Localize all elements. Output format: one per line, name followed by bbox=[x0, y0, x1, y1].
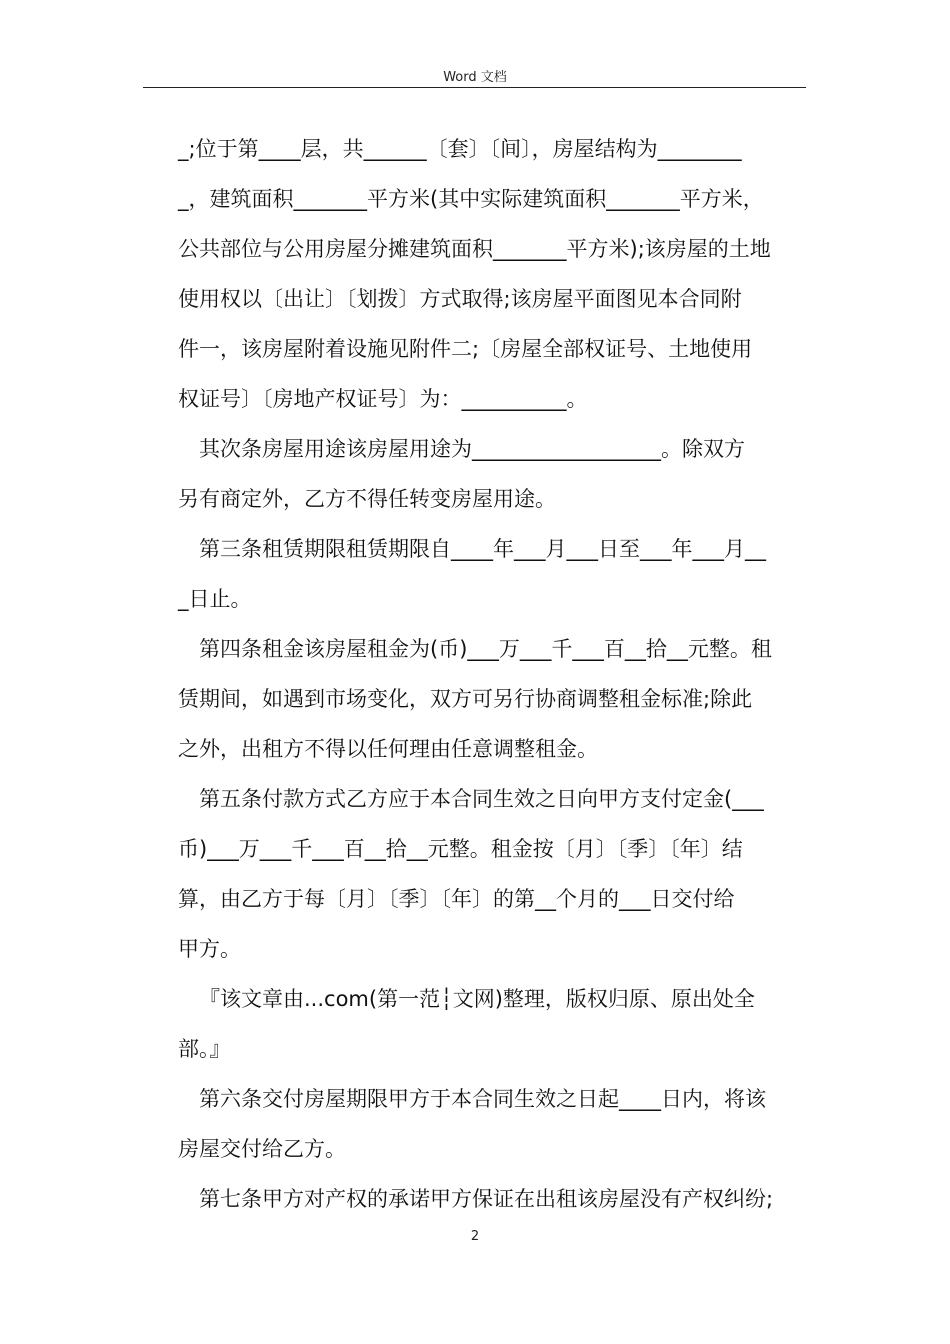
paragraph-line: _;位于第____层，共______〔套〕〔间〕，房屋结构为________ bbox=[178, 137, 742, 161]
paragraph-line: 部。』 bbox=[178, 1037, 231, 1061]
paragraph-line: 其次条房屋用途该房屋用途为__________________。除双方 bbox=[199, 437, 745, 461]
paragraph-line: 公共部位与公用房屋分摊建筑面积_______平方米);该房屋的土地 bbox=[178, 237, 771, 261]
paragraph-line: 另有商定外，乙方不得任转变房屋用途。 bbox=[178, 487, 556, 511]
paragraph-line: 使用权以〔出让〕〔划拨〕方式取得;该房屋平面图见本合同附 bbox=[178, 287, 742, 311]
paragraph-line: _日止。 bbox=[178, 587, 252, 611]
paragraph-line: _，建筑面积_______平方米(其中实际建筑面积_______平方米， bbox=[178, 187, 764, 211]
paragraph-line: 之外，出租方不得以任何理由任意调整租金。 bbox=[178, 737, 598, 761]
paragraph-line: 甲方。 bbox=[178, 937, 241, 961]
paragraph-line: 第七条甲方对产权的承诺甲方保证在出租该房屋没有产权纠纷; bbox=[199, 1187, 774, 1211]
page-number: 2 bbox=[470, 1229, 480, 1244]
paragraph-line: 第四条租金该房屋租金为(币)___万___千___百__拾__元整。租 bbox=[199, 637, 772, 661]
paragraph-line: 赁期间，如遇到市场变化，双方可另行协商调整租金标准;除此 bbox=[178, 687, 753, 711]
paragraph-line: 币)___万___千___百__拾__元整。租金按〔月〕〔季〕〔年〕结 bbox=[178, 837, 743, 861]
paragraph-line: 权证号〕〔房地产权证号〕为：__________。 bbox=[178, 387, 588, 411]
paragraph-line: 算，由乙方于每〔月〕〔季〕〔年〕的第__个月的___日交付给 bbox=[178, 887, 735, 911]
paragraph-line: 第五条付款方式乙方应于本合同生效之日向甲方支付定金(___ bbox=[199, 787, 764, 811]
paragraph-line: 第三条租赁期限租赁期限自____年___月___日至___年___月__ bbox=[199, 537, 766, 561]
header-divider bbox=[143, 87, 806, 88]
paragraph-line: 房屋交付给乙方。 bbox=[178, 1137, 346, 1161]
paragraph-line: 件一，该房屋附着设施见附件二;〔房屋全部权证号、土地使用 bbox=[178, 337, 753, 361]
paragraph-line: 『该文章由...com(第一范┆文网)整理，版权归原、原出处全 bbox=[199, 987, 755, 1011]
paragraph-line: 第六条交付房屋期限甲方于本合同生效之日起____日内，将该 bbox=[199, 1087, 766, 1111]
document-body bbox=[178, 124, 808, 1224]
page-header: Word 文档 bbox=[443, 70, 507, 85]
